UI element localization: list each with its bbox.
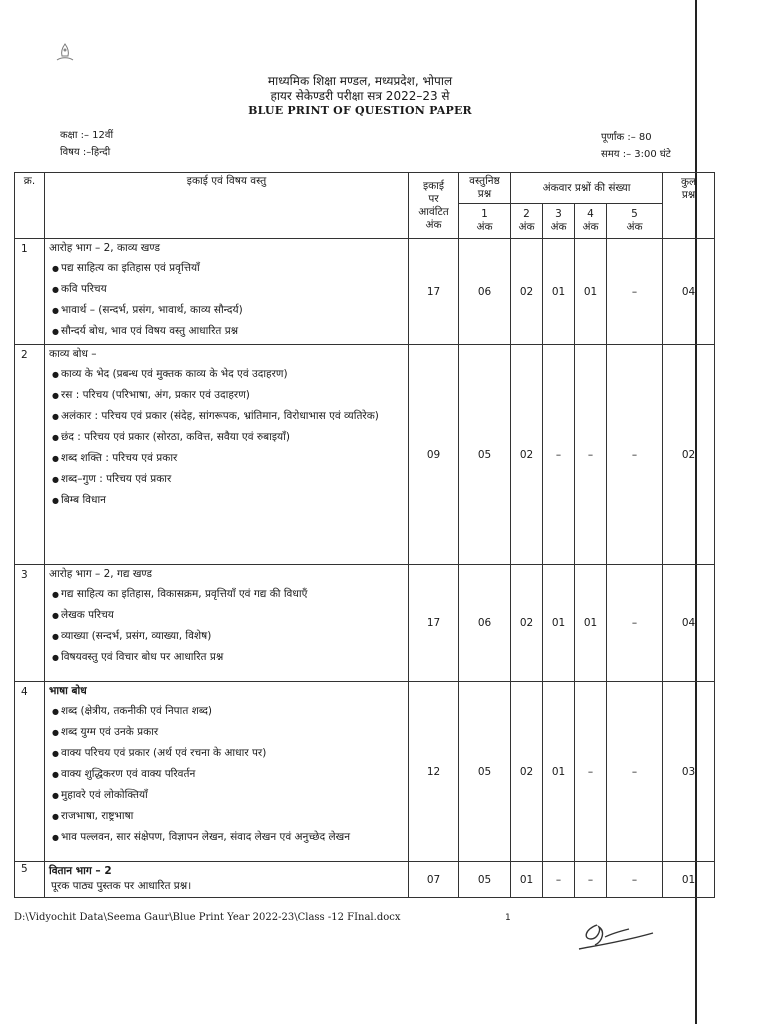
col-header-3-mark: 3 अंक — [543, 204, 575, 239]
four-mark-count: 01 — [575, 565, 607, 682]
two-mark-count: 01 — [511, 862, 543, 898]
four-mark-count: – — [575, 862, 607, 898]
page-number: 1 — [505, 913, 511, 923]
board-name: माध्यमिक शिक्षा मण्डल, मध्यप्रदेश, भोपाल — [267, 74, 453, 88]
row-description: पूरक पाठ्य पुस्तक पर आधारित प्रश्न। — [51, 880, 192, 892]
table-row — [15, 239, 715, 345]
file-path-footer: D:\Vidyochit Data\Seema Gaur\Blue Print Year 2022-23\Class -12 FInal.docx — [14, 912, 401, 923]
two-mark-count: 02 — [511, 239, 543, 345]
five-mark-count: – — [607, 565, 663, 682]
list-item: ● शब्द शक्ति : परिचय एवं प्रकार — [49, 450, 404, 467]
objective-count: 05 — [459, 862, 511, 898]
row-topic — [45, 862, 409, 898]
row-number: 3 — [15, 565, 45, 682]
list-item: ● व्याख्या (सन्दर्भ, प्रसंग, व्याख्या, विशेष) — [49, 628, 404, 645]
row-title: आरोह भाग – 2, गद्य खण्ड — [49, 568, 153, 580]
row-topic — [45, 682, 409, 862]
allocated-marks: 17 — [409, 239, 459, 345]
list-item: ● काव्य के भेद (प्रबन्ध एवं मुक्तक काव्य के भेद एवं उदाहरण) — [49, 366, 404, 383]
row-title: भाषा बोध — [49, 685, 87, 697]
five-mark-count: – — [607, 862, 663, 898]
list-item: ● वाक्य परिचय एवं प्रकार (अर्थ एवं रचना के आधार पर) — [49, 745, 404, 762]
row-points — [49, 260, 404, 340]
list-item: ● शब्द–गुण : परिचय एवं प्रकार — [49, 471, 404, 488]
three-mark-count: – — [543, 345, 575, 565]
list-item: ● राजभाषा, राष्ट्रभाषा — [49, 808, 404, 825]
total-questions: 01 — [663, 862, 715, 898]
col-header-sno: क्र. — [15, 173, 45, 239]
three-mark-count: – — [543, 862, 575, 898]
list-item: ● वाक्य शुद्धिकरण एवं वाक्य परिवर्तन — [49, 766, 404, 783]
three-mark-count: 01 — [543, 682, 575, 862]
list-item: ● बिम्ब विधान — [49, 492, 404, 509]
row-points — [49, 703, 404, 846]
header-row-1 — [15, 173, 715, 204]
two-mark-count: 02 — [511, 682, 543, 862]
col-header-1-mark: 1 अंक — [459, 204, 511, 239]
allocated-marks: 12 — [409, 682, 459, 862]
list-item: ● विषयवस्तु एवं विचार बोध पर आधारित प्रश्न — [49, 649, 404, 666]
board-emblem-icon — [52, 40, 78, 66]
col-header-4-mark: 4 अंक — [575, 204, 607, 239]
objective-count: 06 — [459, 565, 511, 682]
table-row — [15, 862, 715, 898]
five-mark-count: – — [607, 345, 663, 565]
four-mark-count: 01 — [575, 239, 607, 345]
col-header-allocated: इकाई पर आवंटित अंक — [409, 173, 459, 239]
list-item: ● पद्य साहित्य का इतिहास एवं प्रवृत्तियाँ — [49, 260, 404, 277]
blueprint-table — [14, 172, 715, 898]
list-item: ● लेखक परिचय — [49, 607, 404, 624]
row-points — [49, 586, 404, 666]
three-mark-count: 01 — [543, 239, 575, 345]
list-item: ● कवि परिचय — [49, 281, 404, 298]
row-title: काव्य बोध – — [49, 348, 97, 360]
document-title: BLUE PRINT OF QUESTION PAPER — [248, 104, 472, 117]
list-item: ● गद्य साहित्य का इतिहास, विकासक्रम, प्रवृत्तियाँ एवं गद्य की विधाएँ — [49, 586, 404, 603]
row-title: वितान भाग – 2 — [49, 865, 112, 877]
row-topic — [45, 239, 409, 345]
list-item: ● छंद : परिचय एवं प्रकार (सोरठा, कवित्त, सवैया एवं रुबाइयाँ) — [49, 429, 404, 446]
five-mark-count: – — [607, 682, 663, 862]
list-item: ● भाव पल्लवन, सार संक्षेपण, विज्ञापन लेखन, संवाद लेखन एवं अनुच्छेद लेखन — [49, 829, 404, 846]
row-number: 2 — [15, 345, 45, 565]
row-number: 1 — [15, 239, 45, 345]
subject-label: विषय :–हिन्दी — [60, 147, 111, 158]
list-item: ● भावार्थ – (सन्दर्भ, प्रसंग, भावार्थ, काव्य सौन्दर्य) — [49, 302, 404, 319]
three-mark-count: 01 — [543, 565, 575, 682]
four-mark-count: – — [575, 682, 607, 862]
list-item: ● अलंकार : परिचय एवं प्रकार (संदेह, सांगरूपक, भ्रांतिमान, विरोधाभास एवं व्यतिरेक) — [49, 408, 404, 425]
col-header-2-mark: 2 अंक — [511, 204, 543, 239]
two-mark-count: 02 — [511, 345, 543, 565]
max-marks-label: पूर्णांक :– 80 — [601, 132, 652, 143]
col-header-5-mark: 5 अंक — [607, 204, 663, 239]
row-points — [49, 366, 404, 509]
class-label: कक्षा :– 12वीं — [60, 130, 114, 141]
allocated-marks: 09 — [409, 345, 459, 565]
col-header-total: कुल प्रश्न — [663, 173, 715, 239]
total-questions: 02 — [663, 345, 715, 565]
table-row — [15, 565, 715, 682]
five-mark-count: – — [607, 239, 663, 345]
row-number: 4 — [15, 682, 45, 862]
row-topic — [45, 565, 409, 682]
list-item: ● सौन्दर्य बोध, भाव एवं विषय वस्तु आधारित प्रश्न — [49, 323, 404, 340]
list-item: ● शब्द (क्षेत्रीय, तकनीकी एवं निपात शब्द) — [49, 703, 404, 720]
row-number: 5 — [15, 862, 45, 898]
allocated-marks: 07 — [409, 862, 459, 898]
col-header-objective: वस्तुनिष्ठ प्रश्न — [459, 173, 511, 204]
table-row — [15, 682, 715, 862]
total-questions: 04 — [663, 239, 715, 345]
row-topic — [45, 345, 409, 565]
table-row — [15, 345, 715, 565]
two-mark-count: 02 — [511, 565, 543, 682]
total-questions: 04 — [663, 565, 715, 682]
row-title: आरोह भाग – 2, काव्य खण्ड — [49, 242, 160, 254]
col-header-topic: इकाई एवं विषय वस्तु — [45, 173, 409, 239]
allocated-marks: 17 — [409, 565, 459, 682]
objective-count: 05 — [459, 682, 511, 862]
col-header-marks-group: अंकवार प्रश्नों की संख्या — [511, 173, 663, 204]
list-item: ● शब्द युग्म एवं उनके प्रकार — [49, 724, 404, 741]
list-item: ● मुहावरे एवं लोकोक्तियाँ — [49, 787, 404, 804]
exam-session: हायर सेकेण्डरी परीक्षा सत्र 2022–23 से — [270, 89, 450, 103]
four-mark-count: – — [575, 345, 607, 565]
list-item: ● रस : परिचय (परिभाषा, अंग, प्रकार एवं उदाहरण) — [49, 387, 404, 404]
objective-count: 05 — [459, 345, 511, 565]
signature-icon — [575, 915, 655, 955]
time-label: समय :– 3:00 घंटे — [601, 149, 671, 160]
objective-count: 06 — [459, 239, 511, 345]
total-questions: 03 — [663, 682, 715, 862]
